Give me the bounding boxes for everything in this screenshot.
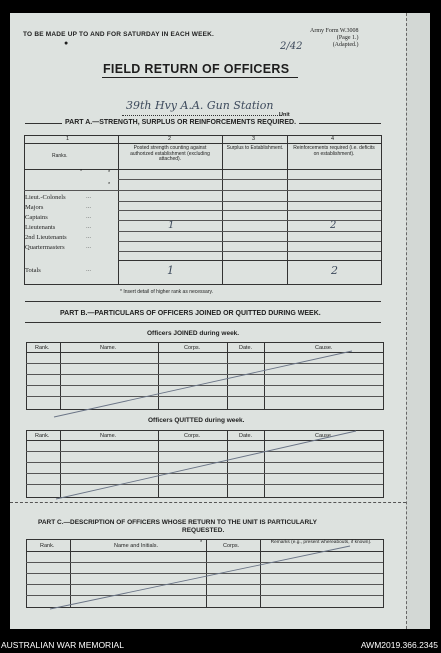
totals-leader-dots: ... [86,267,92,273]
footer-right: AWM2019.366.2345 [360,640,438,650]
col-number-2: 2 [168,136,172,142]
punch-hole-dot: ● [64,40,69,47]
star-mark: * [80,169,83,175]
joined-title: Officers JOINED during week. [147,330,240,337]
col-header-surplus: Surplus to Establishment. [226,145,284,151]
form-title: FIELD RETURN OF OFFICERS [103,62,290,76]
part-c-heading-cont: REQUESTED. [182,527,225,534]
part-c-col-rank: Rank. [40,543,55,549]
quitted-col-rank: Rank. [35,433,50,439]
unit-label: Unit [279,112,290,118]
joined-col-rank: Rank. [35,345,50,351]
joined-col-corps: Corps. [184,345,201,351]
rank-lieut-colonels: Lieut.-Colonels [25,194,66,201]
quitted-col-date: Date. [239,433,253,439]
joined-col-cause: Cause. [315,345,333,351]
joined-col-date: Date. [239,345,253,351]
col-number-1: 1 [66,136,70,142]
form-adapted: (Adapted.) [332,42,359,48]
rank-captains: Captains [25,214,48,221]
perforation-vertical [406,13,407,629]
totals-posted: 1 [167,264,174,277]
col-header-reinforcements: Reinforcements required (i.e. deficits on establishment). [293,145,375,157]
part-c-col-star: * [200,540,203,546]
captains-posted: 1 [168,220,175,231]
totals-label: Totals [25,267,41,274]
rank-lieutenants: Lieutenants [25,224,56,231]
paper-edge [404,13,430,629]
star-mark: * [108,170,111,176]
footer-left: AUSTRALIAN WAR MEMORIAL [1,640,124,650]
quitted-title: Officers QUITTED during week. [148,417,245,424]
part-c-col-name: Name and Initials. [114,543,159,549]
rank-majors: Majors [25,204,44,211]
quitted-col-cause: Cause. [315,433,333,439]
totals-required: 2 [331,264,338,277]
joined-strike-line [54,351,352,417]
part-b-heading: PART B.—PARTICULARS OF OFFICERS JOINED OR QUITTED DURING WEEK. [60,310,321,317]
form-page: (Page 1.) [336,35,359,41]
joined-col-name: Name. [100,345,117,351]
col-header-posted: Posted strength counting against authorized establishment (excluding attached). [130,145,210,162]
quitted-col-corps: Corps. [184,433,201,439]
col-header-ranks: Ranks. [52,153,68,159]
strike-lines [10,13,406,629]
captains-required: 2 [330,220,337,231]
part-c-strike-line [50,546,350,609]
part-c-col-corps: Corps. [223,543,240,549]
quitted-strike-line [56,431,356,499]
part-c-col-remarks: Remarks (e.g., present whereabouts, if known). [270,540,372,545]
rank-leader-dots: ... ... ... ... ... ... [86,194,92,250]
form-page [10,13,406,629]
col-number-4: 4 [331,136,335,142]
rank-2nd-lieutenants: 2nd Lieutenants [25,234,67,241]
part-a-heading: PART A.—STRENGTH, SURPLUS OR REINFORCEMENTS REQUIRED. [62,119,299,126]
star-mark: * [108,182,111,188]
rank-quartermasters: Quartermasters [25,244,65,251]
unit-handwritten: 39th Hvy A.A. Gun Station [126,99,274,112]
instruction-line: TO BE MADE UP TO AND FOR SATURDAY IN EACH WEEK. [23,31,215,38]
part-a-footnote: * Insert detail of higher rank as necessary. [120,289,214,295]
form-number: Army Form W.3008 [310,28,359,34]
part-c-heading: PART C.—DESCRIPTION OF OFFICERS WHOSE RETURN TO THE UNIT IS PARTICULARLY [38,519,317,526]
handwritten-ref: 2/42 [280,41,303,52]
quitted-col-name: Name. [100,433,117,439]
col-number-3: 3 [252,136,256,142]
